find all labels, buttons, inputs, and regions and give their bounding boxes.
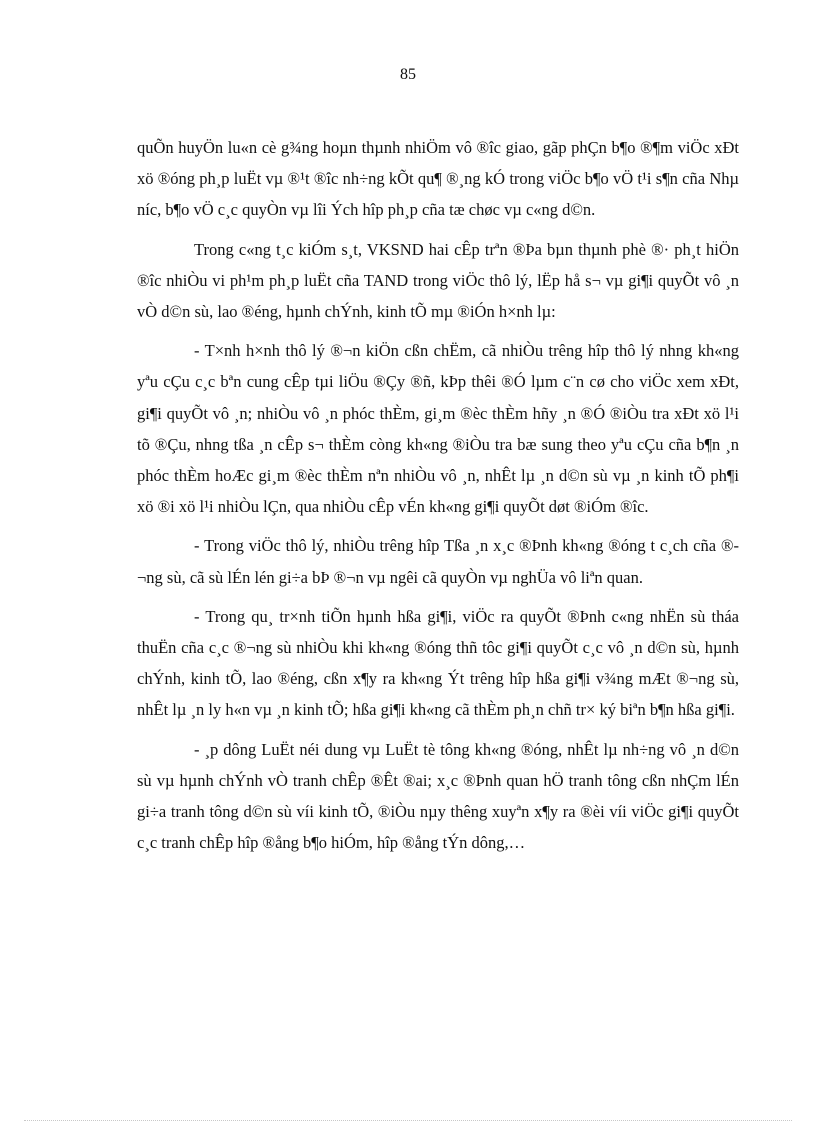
paragraph-5: - Trong qu¸ tr×nh tiÕn hµnh hßa gi¶i, viÖc ra quyÕt ®Þnh c«ng nhËn sù tháa thuËn cña c¸c ®¬ng sù nhiÒu khi kh«ng ®óng thñ tôc gi¶i quyÕt c¸c vô ¸n d©n sù, hµnh chÝnh, kinh tÕ, lao ®éng, cßn x¶y ra kh«ng Ýt trêng hîp hßa gi¶i v¾ng mÆt ®¬ng sù, nhÊt lµ ¸n ly h«n vµ ¸n kinh tÕ; hßa gi¶i kh«ng cã thÈm ph¸n chñ tr× ký biªn b¶n hßa gi¶i. [137,606,739,720]
body-text [137,132,739,866]
paragraph-4: - Trong viÖc thô lý, nhiÒu trêng hîp Tßa ¸n x¸c ®Þnh kh«ng ®óng t c¸ch cña ®¬ng sù, cã sù lÉn lén gi÷a bÞ ®¬n vµ ngêi cã quyÒn vµ nghÜa vô liªn quan. [137,536,739,587]
page-number: 85 [400,66,416,83]
page-bottom-divider [24,1120,792,1121]
paragraph-6: - ¸p dông LuËt néi dung vµ LuËt tè tông kh«ng ®óng, nhÊt lµ nh÷ng vô ¸n d©n sù vµ hµnh chÝnh vÒ tranh chÊp ®Êt ®ai; x¸c ®Þnh quan hÖ tranh tông cßn nhÇm lÉn gi÷a tranh tông d©n sù víi kinh tÕ, ®iÒu nµy thêng xuyªn x¶y ra ®èi víi viÖc gi¶i quyÕt c¸c tranh chÊp hîp ®ång b¶o hiÓm, hîp ®ång tÝn dông,… [137,739,739,853]
paragraph-1: quÕn huyÖn lu«n cè g¾ng hoµn thµnh nhiÖm vô ®îc giao, gãp phÇn b¶o ®¶m viÖc xÐt xö ®óng ph¸p luËt vµ ®¹t ®îc nh÷ng kÕt qu¶ ®¸ng kÓ trong viÖc b¶o vÖ t¹i s¶n cña Nhµ níc, b¶o vÖ c¸c quyÒn vµ lîi Ých hîp ph¸p cña tæ chøc vµ c«ng d©n. [137,138,739,220]
paragraph-3: - T×nh h×nh thô lý ®¬n kiÖn cßn chËm, cã nhiÒu trêng hîp thô lý nhng kh«ng yªu cÇu c¸c bªn cung cÊp tµi liÖu ®Çy ®ñ, kÞp thêi ®Ó lµm c¨n cø cho viÖc xem xÐt, gi¶i quyÕt vô ¸n; nhiÒu vô ¸n phóc thÈm, gi¸m ®èc thÈm hñy ¸n ®Ó ®iÒu tra xÐt xö l¹i tõ ®Çu, nhng tßa ¸n cÊp s¬ thÈm còng kh«ng ®iÒu tra bæ sung theo yªu cÇu cña b¶n ¸n phóc thÈm hoÆc gi¸m ®èc thÈm nªn nhiÒu vô ¸n, nhÊt lµ ¸n d©n sù vµ ¸n kinh tÕ ph¶i xö ®i xö l¹i nhiÒu lÇn, qua nhiÒu cÊp vÉn kh«ng gi¶i quyÕt døt ®iÓm ®îc. [137,341,739,517]
paragraph-2: Trong c«ng t¸c kiÓm s¸t, VKSND hai cÊp trªn ®Þa bµn thµnh phè ®· ph¸t hiÖn ®îc nhiÒu vi ph¹m ph¸p luËt cña TAND trong viÖc thô lý, lËp hå s¬ vµ gi¶i quyÕt vô ¸n vÒ d©n sù, lao ®éng, hµnh chÝnh, kinh tÕ mµ ®iÓn h×nh lµ: [137,239,739,322]
